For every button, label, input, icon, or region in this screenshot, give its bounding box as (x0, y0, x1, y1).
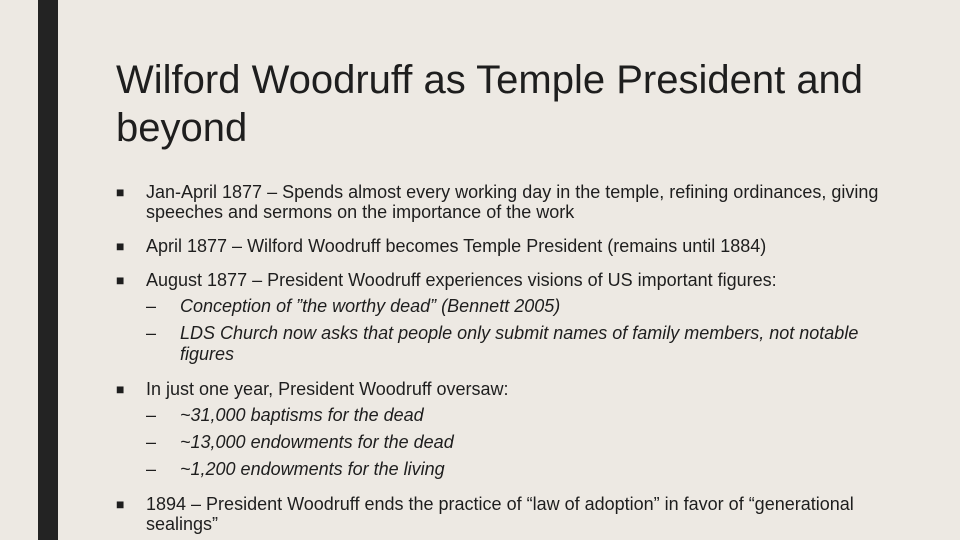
bullet-item (116, 494, 916, 534)
sub-bullet-text: Conception of ”the worthy dead” (Bennett 2005) (180, 296, 561, 316)
bullet-list (116, 182, 916, 534)
slide-title: Wilford Woodruff as Temple President and beyond (116, 58, 864, 150)
bullet-item (116, 182, 916, 222)
sub-bullet-text: ~1,200 endowments for the living (180, 459, 445, 479)
sub-bullet-item (146, 432, 916, 453)
square-bullet-icon: ■ (116, 184, 125, 200)
sub-bullet-item (146, 323, 916, 365)
sub-bullet-list (146, 296, 916, 365)
sub-bullet-item (146, 405, 916, 426)
sub-bullet-item (146, 296, 916, 317)
sub-bullet-list (146, 405, 916, 480)
dash-bullet-icon: – (146, 459, 157, 479)
bullet-text: In just one year, President Woodruff oversaw: (146, 379, 509, 399)
dash-bullet-icon: – (146, 405, 157, 425)
bullet-item (116, 236, 916, 256)
sub-bullet-item (146, 459, 916, 480)
dash-bullet-icon: – (146, 323, 157, 343)
square-bullet-icon: ■ (116, 496, 125, 512)
sub-bullet-text: ~31,000 baptisms for the dead (180, 405, 424, 425)
square-bullet-icon: ■ (116, 381, 125, 397)
square-bullet-icon: ■ (116, 238, 125, 254)
bullet-text: 1894 – President Woodruff ends the practice of “law of adoption” in favor of “generational sealings” (146, 494, 854, 534)
bullet-item (116, 379, 916, 480)
bullet-text: April 1877 – Wilford Woodruff becomes Temple President (remains until 1884) (146, 236, 767, 256)
dash-bullet-icon: – (146, 432, 157, 452)
accent-bar (38, 0, 58, 540)
square-bullet-icon: ■ (116, 272, 125, 288)
bullet-text: August 1877 – President Woodruff experiences visions of US important figures: (146, 270, 777, 290)
bullet-text: Jan-April 1877 – Spends almost every working day in the temple, refining ordinances, giving speeches and sermons on the importance of the work (146, 182, 879, 222)
dash-bullet-icon: – (146, 296, 157, 316)
sub-bullet-text: LDS Church now asks that people only submit names of family members, not notable figures (180, 323, 859, 364)
bullet-item (116, 270, 916, 365)
sub-bullet-text: ~13,000 endowments for the dead (180, 432, 454, 452)
